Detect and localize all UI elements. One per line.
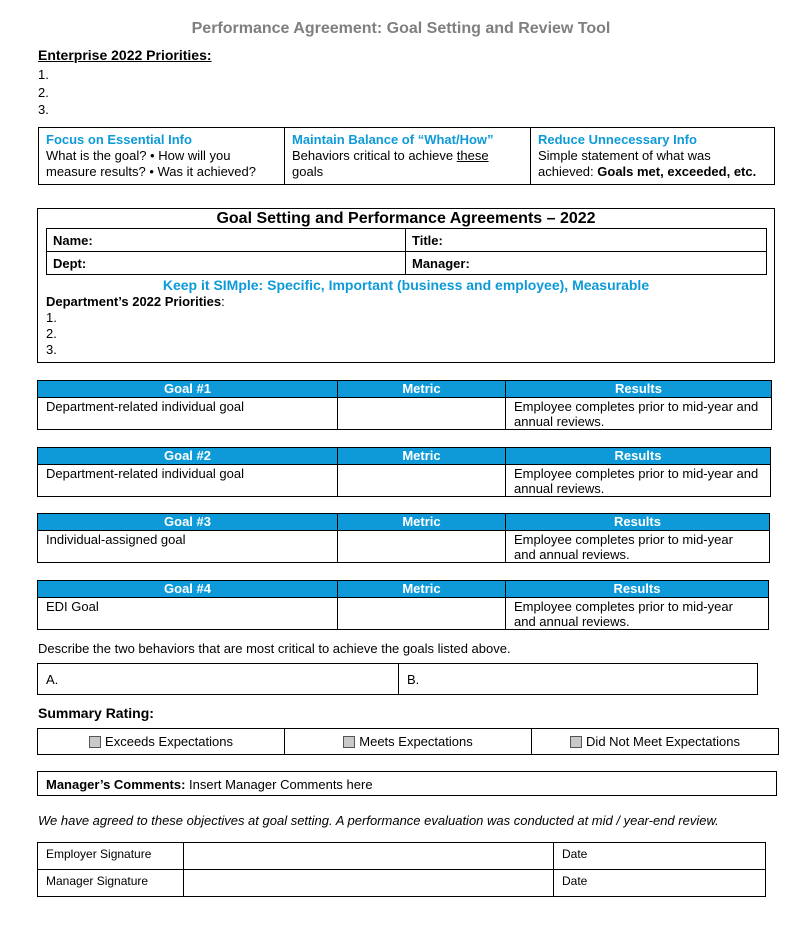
metric-header: Metric — [338, 581, 506, 598]
results-header: Results — [506, 381, 772, 398]
summary-rating-heading: Summary Rating: — [38, 705, 154, 721]
rating-did-not-meet[interactable] — [531, 729, 778, 754]
rating-label: Did Not Meet Expectations — [586, 734, 740, 749]
table-row — [38, 870, 766, 897]
manager-comments-label: Manager’s Comments: — [46, 777, 186, 792]
results-line: and annual reviews. — [514, 614, 630, 629]
dept-priorities-heading — [46, 294, 225, 309]
list-item[interactable]: 2. — [38, 84, 49, 100]
manager-field[interactable]: Manager: — [406, 252, 767, 275]
list-item[interactable]: 1. — [38, 67, 49, 82]
agreement-statement: We have agreed to these objectives at goal setting. A performance evaluation was conducted at mid / year-end review. — [38, 813, 719, 828]
reduce-info-cell — [530, 128, 774, 184]
reduce-info-title: Reduce Unnecessary Info — [538, 132, 697, 147]
focus-guidance-table — [38, 127, 775, 185]
goal-header: Goal #1 — [38, 381, 338, 398]
results-line: Employee completes prior to mid-year and — [514, 466, 759, 481]
goal-header: Goal #3 — [38, 514, 338, 531]
signature-table — [37, 842, 766, 897]
employer-signature-label: Employer Signature — [38, 843, 184, 870]
enterprise-priorities-heading: Enterprise 2022 Priorities: — [38, 47, 212, 63]
goal-4-table — [37, 580, 769, 630]
reduce-info-bold: Goals met, exceeded, etc. — [597, 164, 757, 179]
results-line: and annual reviews. — [514, 547, 630, 562]
reduce-info-line2 — [538, 164, 768, 180]
results-line: Employee completes prior to mid-year and — [514, 399, 759, 414]
rating-exceeds[interactable] — [38, 729, 284, 754]
metric-cell[interactable] — [338, 465, 506, 497]
goal-header: Goal #2 — [38, 448, 338, 465]
checkbox-icon[interactable] — [343, 736, 355, 748]
focus-essential-line2: measure results? • Was it achieved? — [46, 164, 256, 179]
list-item[interactable]: 3. — [46, 342, 57, 357]
results-line: annual reviews. — [514, 414, 605, 429]
metric-cell[interactable] — [338, 531, 506, 563]
summary-rating-options — [37, 728, 779, 755]
metric-header: Metric — [338, 448, 506, 465]
simple-guidance: Keep it SIMple: Specific, Important (business and employee), Measurable — [162, 277, 650, 293]
rating-label: Meets Expectations — [359, 734, 473, 749]
goal-header: Goal #4 — [38, 581, 338, 598]
maintain-balance-text: Behaviors critical to achieve — [292, 148, 457, 163]
results-cell[interactable] — [506, 398, 772, 430]
employer-date-field[interactable]: Date — [554, 843, 766, 870]
employee-info-table — [46, 228, 767, 275]
table-row — [38, 465, 771, 497]
goal-setting-section — [37, 208, 775, 363]
table-row — [38, 398, 772, 430]
goal-cell[interactable]: Department-related individual goal — [38, 465, 338, 497]
manager-signature-label: Manager Signature — [38, 870, 184, 897]
list-item[interactable]: 1. — [46, 310, 57, 325]
table-row — [38, 598, 769, 630]
manager-date-field[interactable]: Date — [554, 870, 766, 897]
results-line: Employee completes prior to mid-year — [514, 532, 733, 547]
title-field[interactable]: Title: — [406, 229, 767, 252]
manager-comments-text[interactable]: Insert Manager Comments here — [185, 777, 373, 792]
name-field[interactable]: Name: — [47, 229, 406, 252]
goal-3-table — [37, 513, 770, 563]
metric-cell[interactable] — [338, 398, 506, 430]
results-line: annual reviews. — [514, 481, 605, 496]
manager-signature-field[interactable] — [184, 870, 554, 897]
employer-signature-field[interactable] — [184, 843, 554, 870]
behaviors-table — [37, 663, 758, 695]
metric-header: Metric — [338, 381, 506, 398]
maintain-balance-cell — [284, 128, 530, 184]
rating-label: Exceeds Expectations — [105, 734, 233, 749]
metric-cell[interactable] — [338, 598, 506, 630]
page-title: Performance Agreement: Goal Setting and Review Tool — [191, 20, 611, 37]
maintain-balance-line1 — [292, 148, 524, 164]
enterprise-priorities-list — [38, 66, 49, 119]
behaviors-question: Describe the two behaviors that are most critical to achieve the goals listed above. — [38, 641, 511, 656]
results-header: Results — [506, 448, 771, 465]
goal-cell[interactable]: EDI Goal — [38, 598, 338, 630]
goal-cell[interactable]: Department-related individual goal — [38, 398, 338, 430]
maintain-balance-underlined: these — [456, 148, 489, 163]
rating-meets[interactable] — [284, 729, 531, 754]
focus-essential-title: Focus on Essential Info — [46, 132, 192, 147]
list-item[interactable]: 2. — [46, 326, 57, 341]
checkbox-icon[interactable] — [89, 736, 101, 748]
goal-2-table — [37, 447, 771, 497]
results-cell[interactable] — [506, 531, 770, 563]
results-header: Results — [506, 514, 770, 531]
list-item[interactable]: 3. — [38, 102, 49, 117]
dept-priorities-label: Department’s 2022 Priorities — [46, 294, 222, 309]
maintain-balance-title: Maintain Balance of “What/How” — [292, 132, 494, 147]
dept-field[interactable]: Dept: — [47, 252, 406, 275]
goal-cell[interactable]: Individual-assigned goal — [38, 531, 338, 563]
goal-1-table — [37, 380, 772, 430]
behavior-a-field[interactable]: A. — [46, 672, 59, 687]
dept-priorities-colon: : — [221, 294, 225, 309]
results-cell[interactable] — [506, 598, 769, 630]
metric-header: Metric — [338, 514, 506, 531]
checkbox-icon[interactable] — [570, 736, 582, 748]
manager-comments-field[interactable] — [37, 771, 777, 796]
maintain-balance-line2: goals — [292, 164, 324, 179]
focus-essential-line1: What is the goal? • How will you — [46, 148, 231, 163]
results-line: Employee completes prior to mid-year — [514, 599, 733, 614]
goal-setting-title: Goal Setting and Performance Agreements – 2022 — [216, 210, 596, 227]
focus-essential-cell — [39, 128, 284, 184]
reduce-info-line1: Simple statement of what was — [538, 148, 711, 163]
table-row — [38, 531, 770, 563]
results-header: Results — [506, 581, 769, 598]
table-row — [38, 843, 766, 870]
behavior-b-field[interactable]: B. — [398, 664, 757, 694]
dept-priorities-list — [46, 310, 57, 358]
results-cell[interactable] — [506, 465, 771, 497]
reduce-info-text: achieved: — [538, 164, 598, 179]
